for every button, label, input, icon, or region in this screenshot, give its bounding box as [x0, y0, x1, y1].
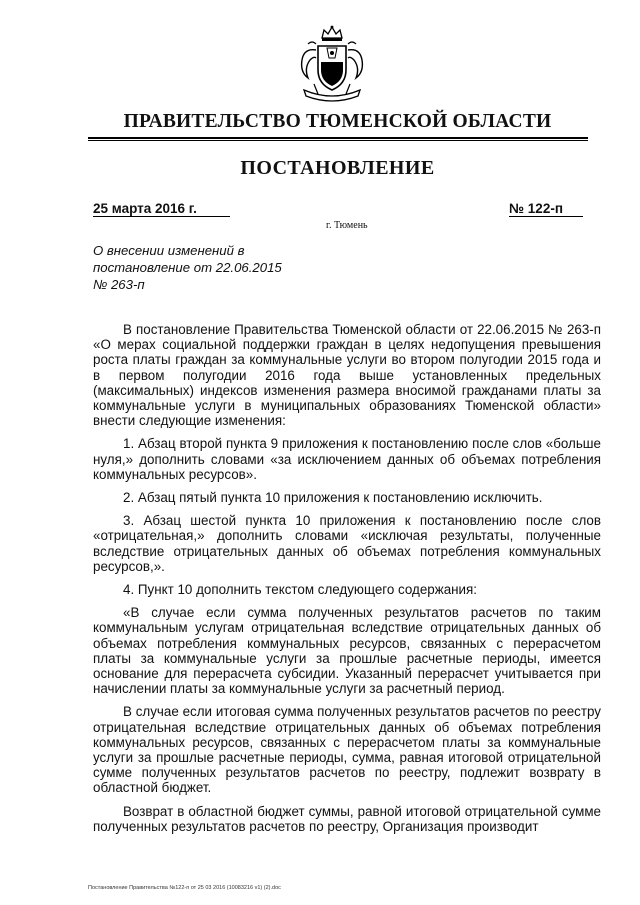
file-footer: Постановление Правительства №122-п от 25 03 2016 (10083216 v1) (2).doc [88, 885, 281, 891]
coat-of-arms-emblem [294, 24, 370, 104]
body-paragraph: В случае если итоговая сумма полученных результатов расчетов по реестру отрицательная вследствие отрицательных данных об объемах потребления коммунальных ресурсов, связанных с перерасчетом платы за коммунальные услуги за прошлые расчетные периоды, сумма, равная итоговой отрицательной сумме полученных результатов расчетов по реестру, подлежит возврату в областной бюджет. [93, 704, 601, 796]
document-number: № 122-п [509, 201, 563, 216]
document-date: 25 марта 2016 г. [93, 201, 197, 216]
government-title: ПРАВИТЕЛЬСТВО ТЮМЕНСКОЙ ОБЛАСТИ [123, 111, 552, 132]
body-paragraph: 1. Абзац второй пункта 9 приложения к постановлению после слов «больше нуля,» дополнить словами «за исключением данных об объемах потребления коммунальных ресурсов». [93, 436, 601, 482]
title-rule-thin [88, 140, 588, 141]
body-paragraph: В постановление Правительства Тюменской области от 22.06.2015 № 263-п «О мерах социальной поддержки граждан в целях недопущения превышения роста платы граждан за коммунальные услуги во втором полугодии 2015 года и в первом полугодии 2016 года выше установленных предельных (максимальных) индексов изменения размера вносимой гражданами платы за коммунальные услуги в муниципальных образованиях Тюменской области» внести следующие изменения: [93, 322, 601, 429]
body-paragraph: «В случае если сумма полученных результатов расчетов по таким коммунальным услугам отрицательная вследствие отрицательных данных об объемах потребления коммунальных ресурсов, связанных с перерасчетом платы за коммунальные услуги за прошлые расчетные периоды, имеется основание для перерасчета субсидии. Указанный перерасчет учитывается при начислении платы за коммунальные услуги за расчетный период. [93, 605, 601, 697]
body-paragraph: 3. Абзац шестой пункта 10 приложения к постановлению после слов «отрицательная,» дополнить словами «исключая результаты, полученные вследствие отрицательных данных об объемах потребления коммунальных ресурсов,». [93, 513, 601, 574]
document-body [93, 322, 601, 842]
document-city: г. Тюмень [326, 220, 368, 231]
date-underline [93, 216, 230, 217]
body-paragraph: 2. Абзац пятый пункта 10 приложения к постановлению исключить. [123, 490, 543, 506]
subject-line: № 263-п [93, 277, 145, 292]
body-paragraph: 4. Пункт 10 дополнить текстом следующего содержания: [123, 582, 477, 598]
number-underline [509, 216, 583, 217]
subject-line: О внесении изменений в [93, 243, 245, 258]
document-subject [93, 242, 323, 293]
body-paragraph: Возврат в областной бюджет суммы, равной итоговой отрицательной сумме полученных результатов расчетов по реестру, Организация производит [93, 803, 601, 834]
title-rule-thick [88, 137, 588, 139]
subject-line: постановление от 22.06.2015 [93, 260, 282, 275]
document-type-heading: ПОСТАНОВЛЕНИЕ [240, 157, 435, 179]
